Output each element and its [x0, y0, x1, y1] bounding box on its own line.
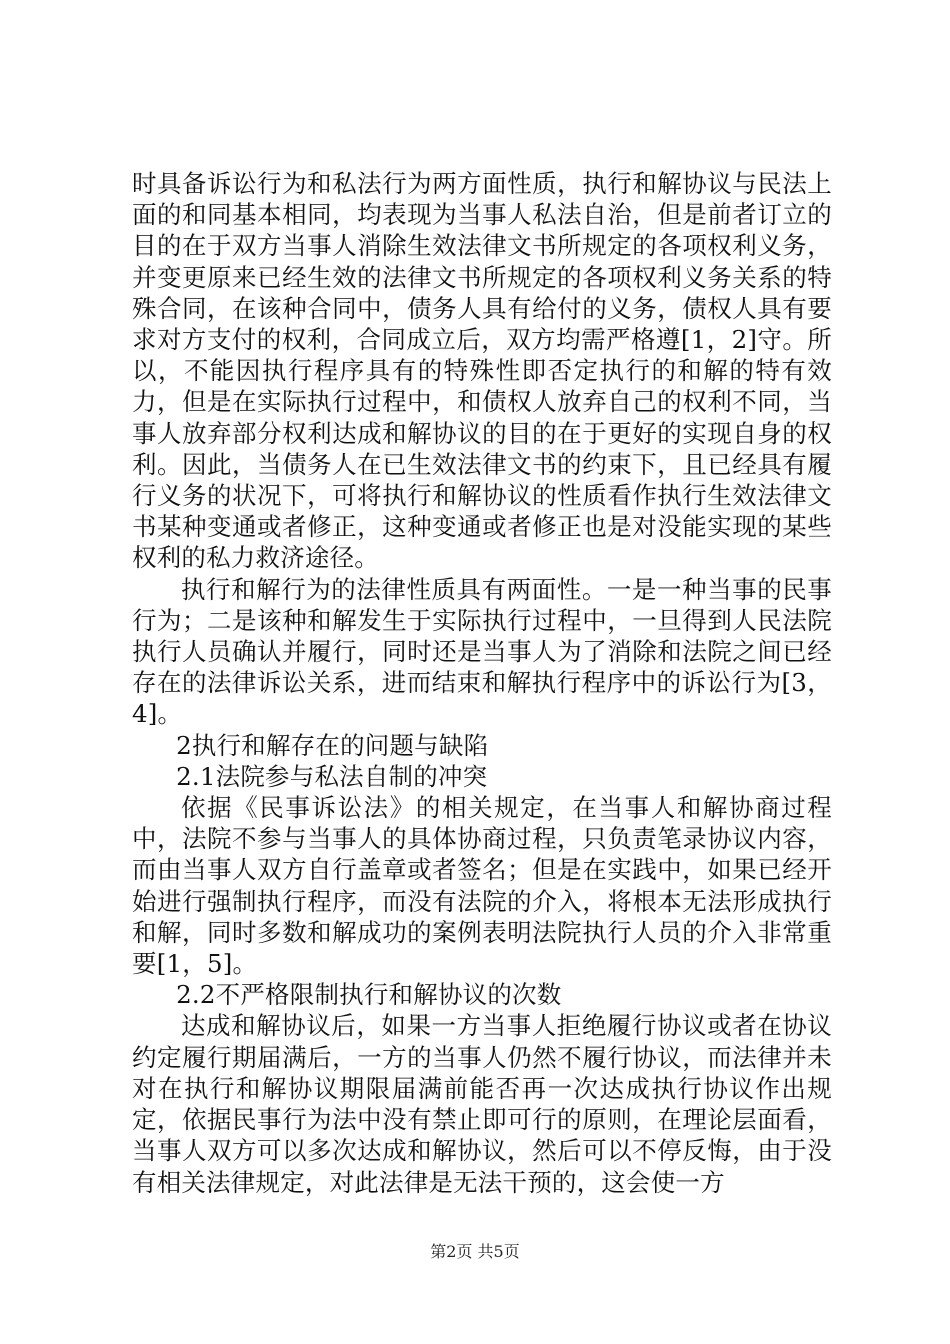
subsection-heading-2-1: 2.1法院参与私法自制的冲突 [176, 761, 488, 791]
paragraph-continuation: 时具备诉讼行为和私法行为两方面性质，执行和解协议与民法上面的和同基本相同，均表现为当事人私法自治，但是前者订立的目的在于双方当事人消除生效法律文书所规定的各项权利义务，并变更原来已经生效的法律文书所规定的各项权利义务关系的特殊合同，在该种合同中，债务人具有给付的义务，债权人具有要求对方支付的权利，合同成立后，双方均需严格遵[1，2]守。所以，不能因执行程序具有的特殊性即否定执行的和解的特有效力，但是在实际执行过程中，和债权人放弃自己的权利不同，当事人放弃部分权利达成和解协议的目的在于更好的实现自身的权利。因此，当债务人在已生效法律文书的约束下，且已经具有履行义务的状况下，可将执行和解协议的性质看作执行生效法律文书某种变通或者修正，这种变通或者修正也是对没能实现的某些权利的私力救济途径。 [132, 169, 832, 573]
paragraph-agreement-count: 达成和解协议后，如果一方当事人拒绝履行协议或者在协议约定履行期届满后，一方的当事人仍然不履行协议，而法律并未对在执行和解协议期限届满前能否再一次达成执行协议作出规定，依据民事行为法中没有禁止即可行的原则，在理论层面看，当事人双方可以多次达成和解协议，然后可以不停反悔，由于没有相关法律规定，对此法律是无法干预的，这会使一方 [132, 1011, 832, 1197]
document-body [132, 168, 832, 1198]
subsection-heading-2-2: 2.2不严格限制执行和解协议的次数 [176, 980, 562, 1010]
section-heading-2: 2执行和解存在的问题与缺陷 [176, 730, 489, 760]
page-footer: 第2页 共5页 [430, 1242, 520, 1261]
paragraph-court-participation: 依据《民事诉讼法》的相关规定，在当事人和解协商过程中，法院不参与当事人的具体协商过程，只负责笔录协议内容，而由当事人双方自行盖章或者签名；但是在实践中，如果已经开始进行强制执行程序，而没有法院的介入，将根本无法形成执行和解，同时多数和解成功的案例表明法院执行人员的介入非常重要[1，5]。 [132, 793, 832, 979]
paragraph-legal-nature: 执行和解行为的法律性质具有两面性。一是一种当事的民事行为；二是该种和解发生于实际执行过程中，一旦得到人民法院执行人员确认并履行，同时还是当事人为了消除和法院之间已经存在的法律诉讼关系，进而结束和解执行程序中的诉讼行为[3，4]。 [132, 574, 832, 729]
